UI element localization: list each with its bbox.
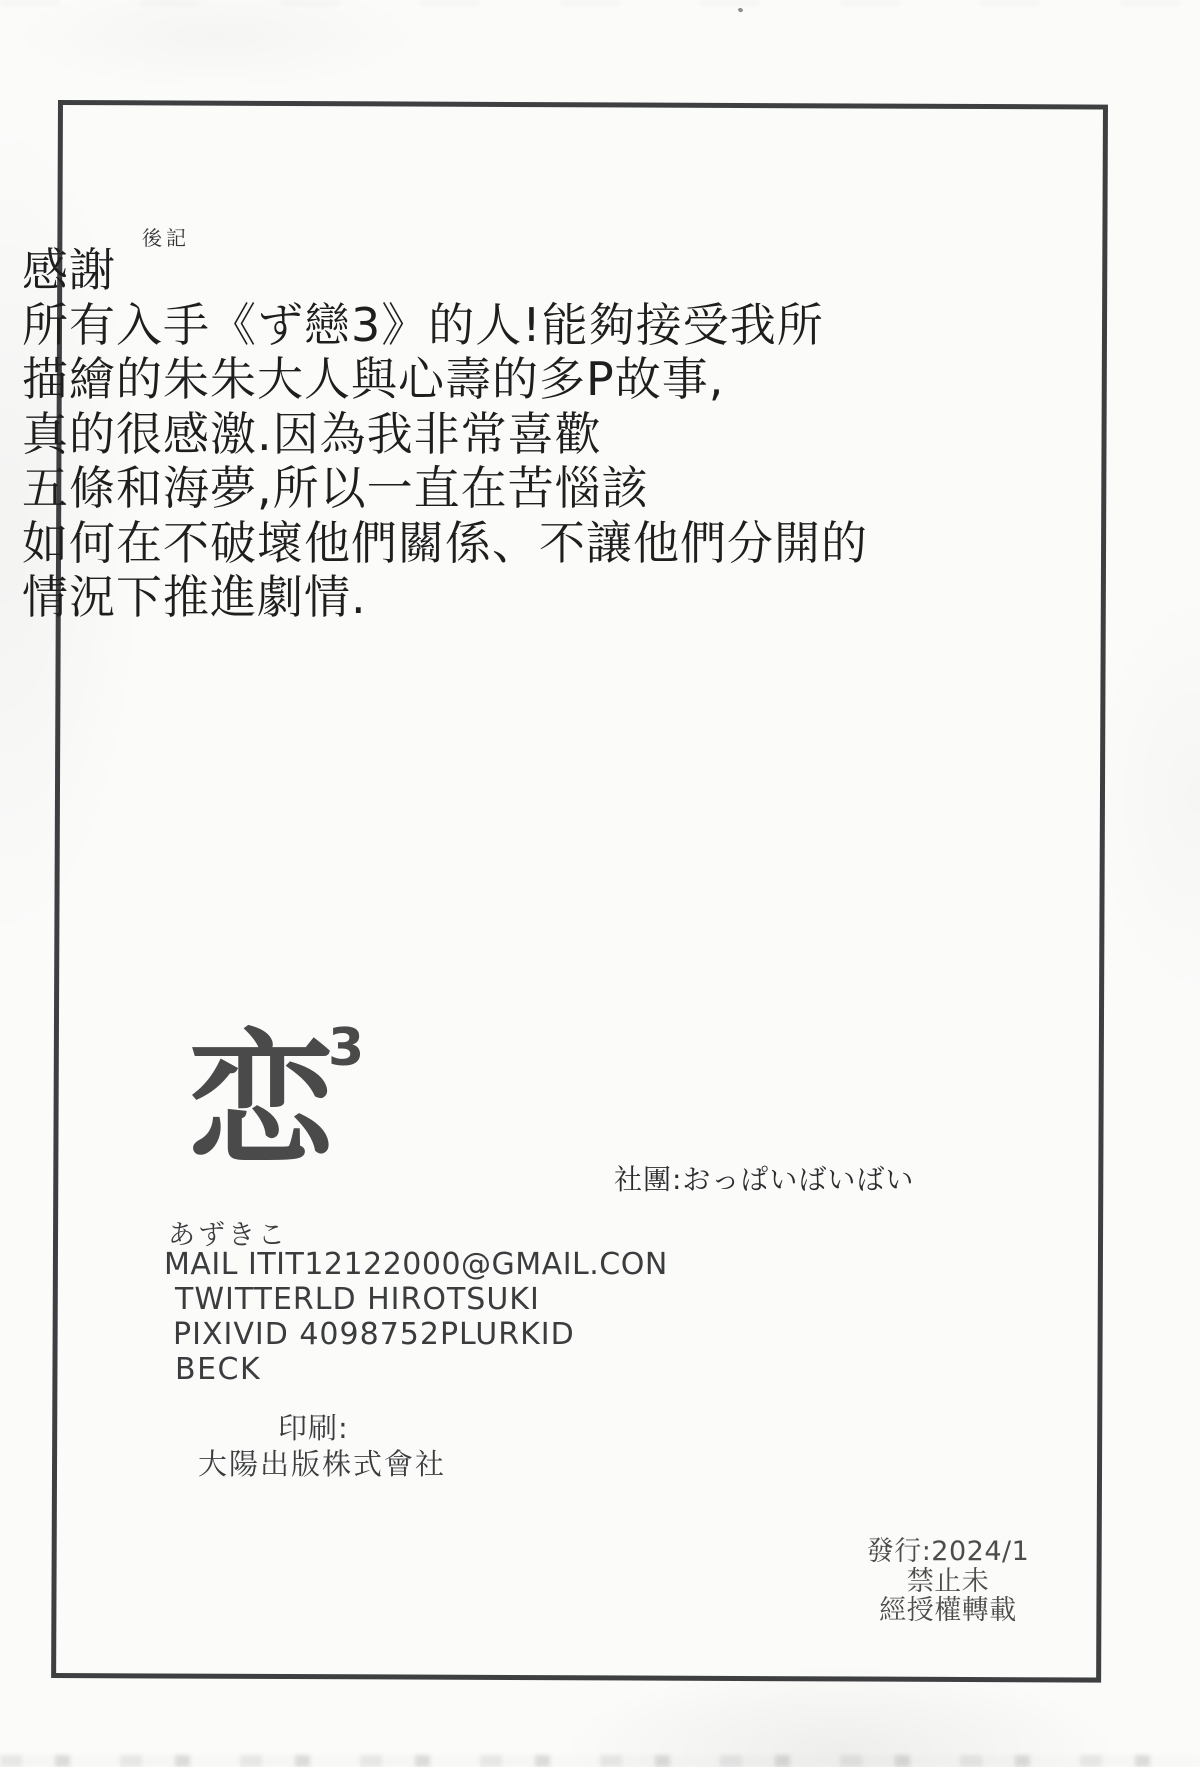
- title-logo: 恋: [188, 1016, 334, 1186]
- contact-beck: BECK: [175, 1352, 262, 1387]
- printing-label: 印刷:: [278, 1411, 349, 1445]
- printer-name: 大陽出版株式會社: [198, 1447, 447, 1481]
- afterword-line-6: 如何在不破壞他們關係、不讓他們分開的: [22, 515, 868, 570]
- rights-line-1: 禁止未: [906, 1565, 990, 1597]
- afterword-body: [22, 243, 868, 625]
- afterword-line-4: 真的很感激.因為我非常喜歡: [22, 406, 602, 461]
- publication-info: [838, 1537, 1058, 1626]
- contact-pixiv: PIXIVID 4098752PLURKID: [173, 1317, 575, 1352]
- afterword-line-7: 情況下推進劇情.: [22, 570, 367, 624]
- publication-date: 發行:2024/1: [866, 1536, 1030, 1567]
- scan-edge-noise-bottom: [0, 1755, 1200, 1767]
- rights-line-2: 經授權轉載: [879, 1595, 1017, 1626]
- afterword-label: 後記: [142, 226, 190, 250]
- afterword-line-1: 感謝: [22, 243, 116, 297]
- contact-mail: MAIL ITIT12122000@GMAIL.CON: [164, 1247, 668, 1282]
- scan-edge-noise-top: [0, 0, 1200, 6]
- circle-name: 社團:おっぱいばいばい: [614, 1163, 915, 1196]
- author-name: あずきこ: [168, 1220, 288, 1251]
- title-logo-superscript: 3: [328, 1018, 365, 1078]
- afterword-line-3: 描繪的朱朱大人與心壽的多P故事,: [22, 352, 725, 406]
- afterword-line-2: 所有入手《ず戀3》的人!能夠接受我所: [22, 297, 824, 352]
- contact-twitter: TWITTERLD HIROTSUKI: [175, 1282, 540, 1317]
- afterword-line-5: 五條和海夢,所以一直在苦惱該: [22, 461, 649, 515]
- scan-speck-icon: [737, 7, 743, 12]
